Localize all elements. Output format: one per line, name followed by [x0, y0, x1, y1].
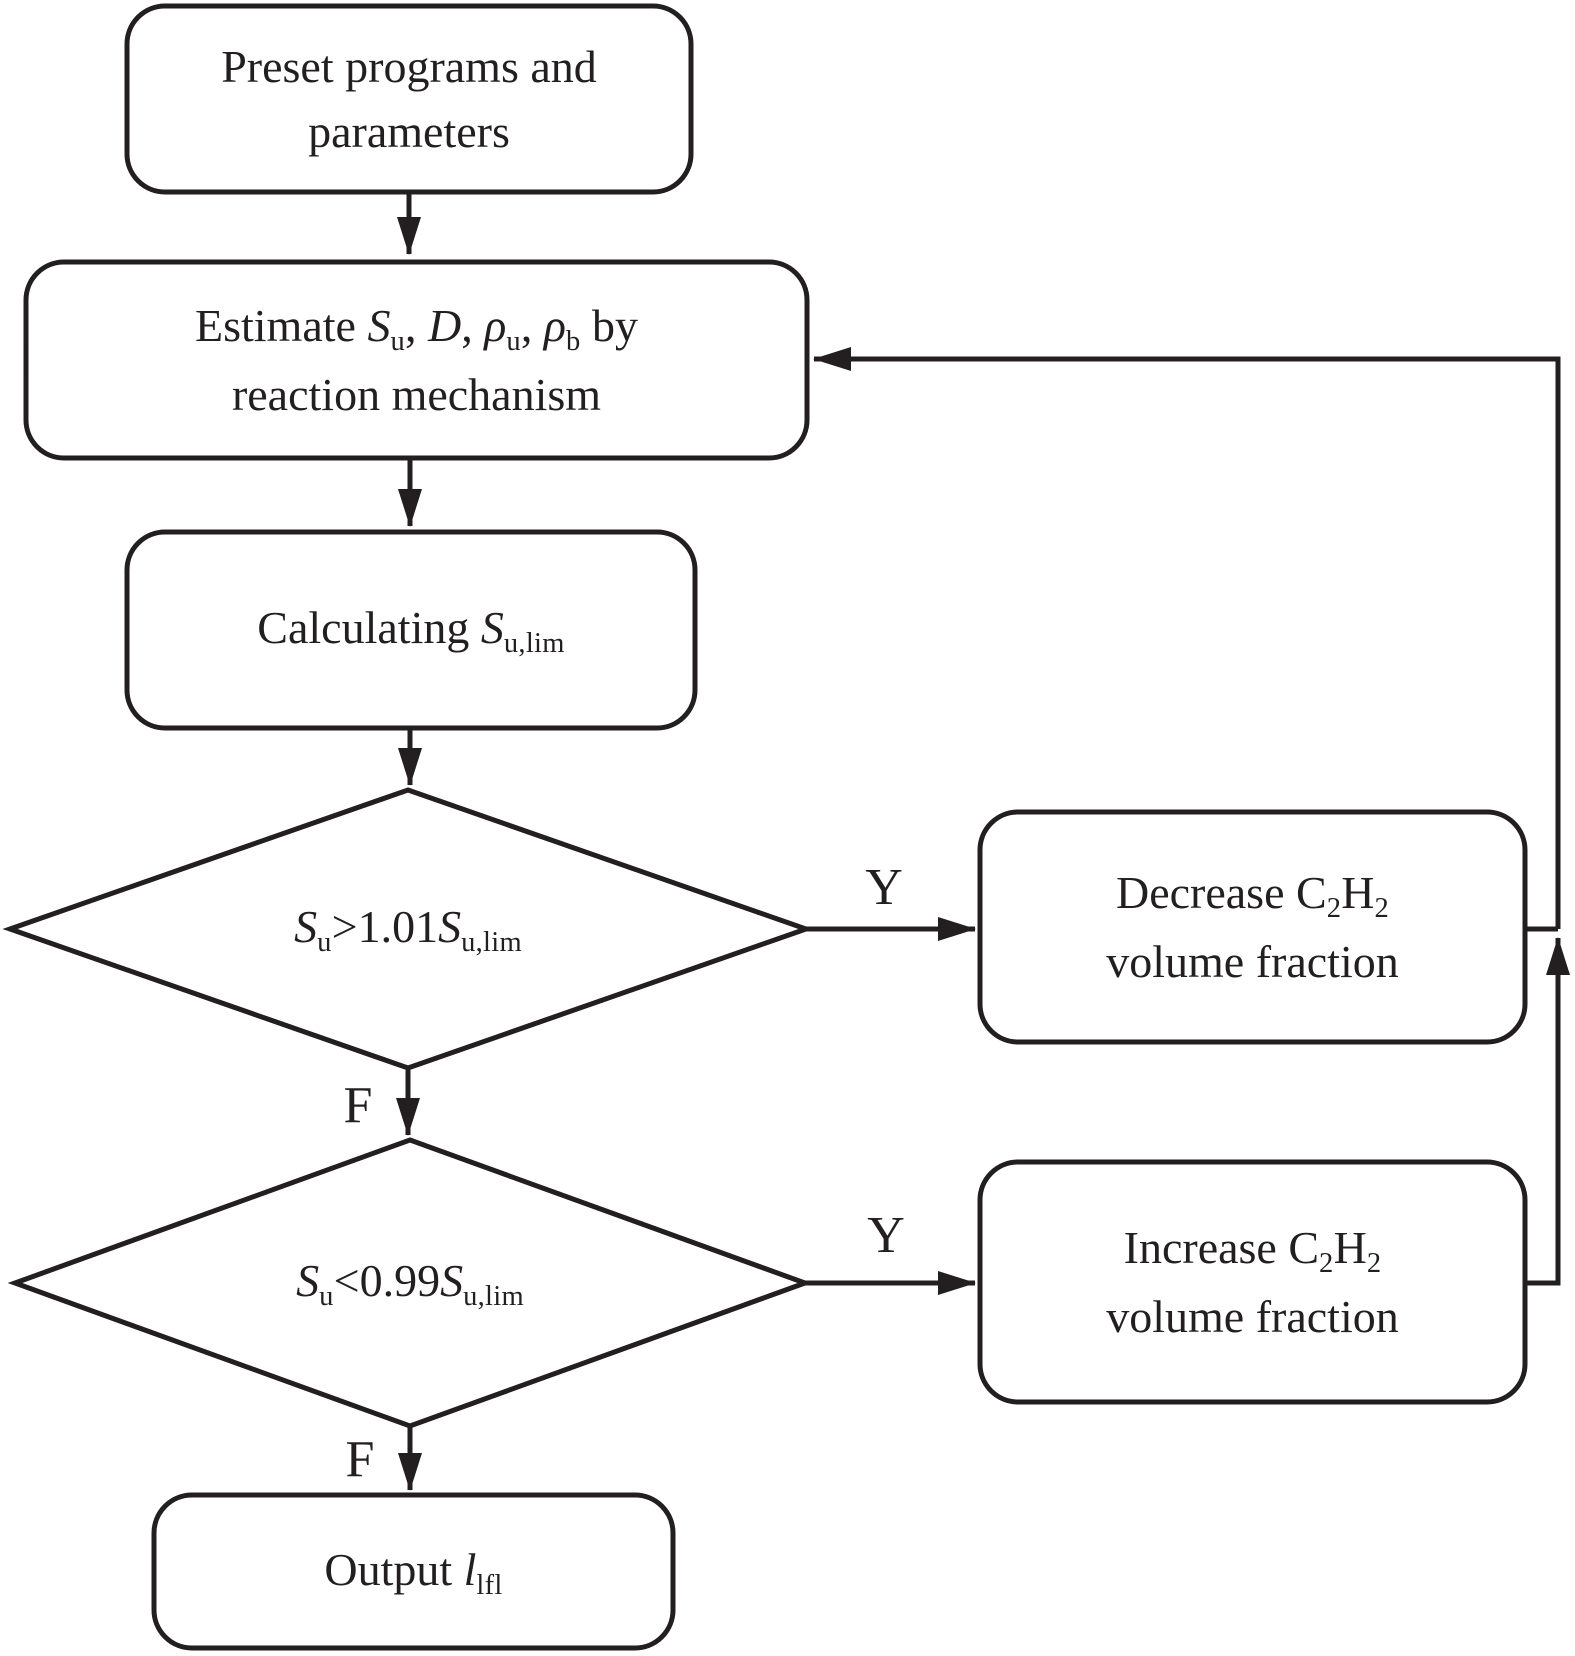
text-run: H	[1341, 866, 1375, 918]
text-line	[195, 293, 638, 363]
text-run: Calculating	[257, 602, 481, 654]
text-run: ,	[520, 299, 544, 351]
text-run: u	[506, 325, 521, 357]
edge-label-decision1-false: F	[343, 1077, 373, 1134]
text-run: u	[319, 1281, 334, 1313]
text-run: u,lim	[463, 1281, 524, 1313]
text-line	[257, 595, 564, 665]
node-output-label	[154, 1495, 673, 1648]
text-run: S	[440, 1255, 464, 1307]
text-line	[232, 362, 601, 427]
edge-label-decision1-yes: Y	[865, 859, 903, 916]
text-line	[324, 1537, 502, 1607]
text-run: D	[428, 299, 462, 351]
text-line	[221, 34, 597, 99]
text-line	[1106, 1284, 1399, 1349]
edge-label-decision2-yes: Y	[867, 1207, 905, 1264]
text-run: l	[463, 1543, 477, 1595]
text-run: ,	[405, 299, 428, 351]
text-run: S	[367, 299, 391, 351]
text-run: Decrease C	[1115, 866, 1327, 918]
text-line	[296, 1248, 524, 1318]
text-run: S	[438, 901, 462, 953]
text-run: u	[390, 325, 405, 357]
text-line	[308, 99, 510, 164]
text-run: u	[317, 927, 332, 959]
node-preset-label	[127, 6, 691, 192]
text-run: H	[1333, 1221, 1367, 1273]
text-line	[1116, 860, 1389, 930]
text-run: <0.99	[333, 1255, 441, 1307]
text-run: S	[294, 901, 318, 953]
text-run: ,	[461, 299, 485, 351]
decision2-label	[15, 1140, 805, 1426]
text-run: volume fraction	[1106, 936, 1399, 988]
text-run: ρ	[543, 299, 566, 351]
text-run: by	[580, 299, 639, 351]
node-calculate-label	[127, 532, 695, 728]
text-run: volume fraction	[1106, 1291, 1399, 1343]
node-decrease-label	[980, 812, 1525, 1042]
text-run: reaction mechanism	[231, 369, 602, 421]
text-run: b	[565, 325, 581, 357]
text-run: Output	[324, 1543, 464, 1595]
text-run: parameters	[308, 106, 510, 157]
text-run: 2	[1374, 892, 1390, 924]
node-increase-label	[980, 1162, 1525, 1402]
node-estimate-label	[26, 262, 807, 458]
text-run: 2	[1319, 1247, 1334, 1279]
text-line	[1124, 1215, 1382, 1285]
text-run: Increase C	[1123, 1221, 1320, 1273]
text-run: Estimate	[194, 299, 368, 351]
feedback-increase-to-junction	[1523, 938, 1558, 1283]
text-run: 2	[1326, 892, 1342, 924]
text-line	[294, 894, 522, 964]
text-run: ρ	[484, 299, 507, 351]
text-run: >1.01	[331, 901, 439, 953]
text-run: Preset programs and	[221, 40, 597, 92]
text-line	[1106, 929, 1399, 994]
text-run: S	[296, 1255, 320, 1307]
text-run: S	[480, 602, 504, 654]
edge-label-decision2-false: F	[345, 1431, 375, 1488]
decision1-label	[10, 790, 806, 1068]
text-run: u,lim	[503, 628, 565, 660]
text-run: 2	[1366, 1247, 1382, 1279]
text-run: u,lim	[461, 927, 522, 959]
text-run: lfl	[476, 1569, 503, 1601]
